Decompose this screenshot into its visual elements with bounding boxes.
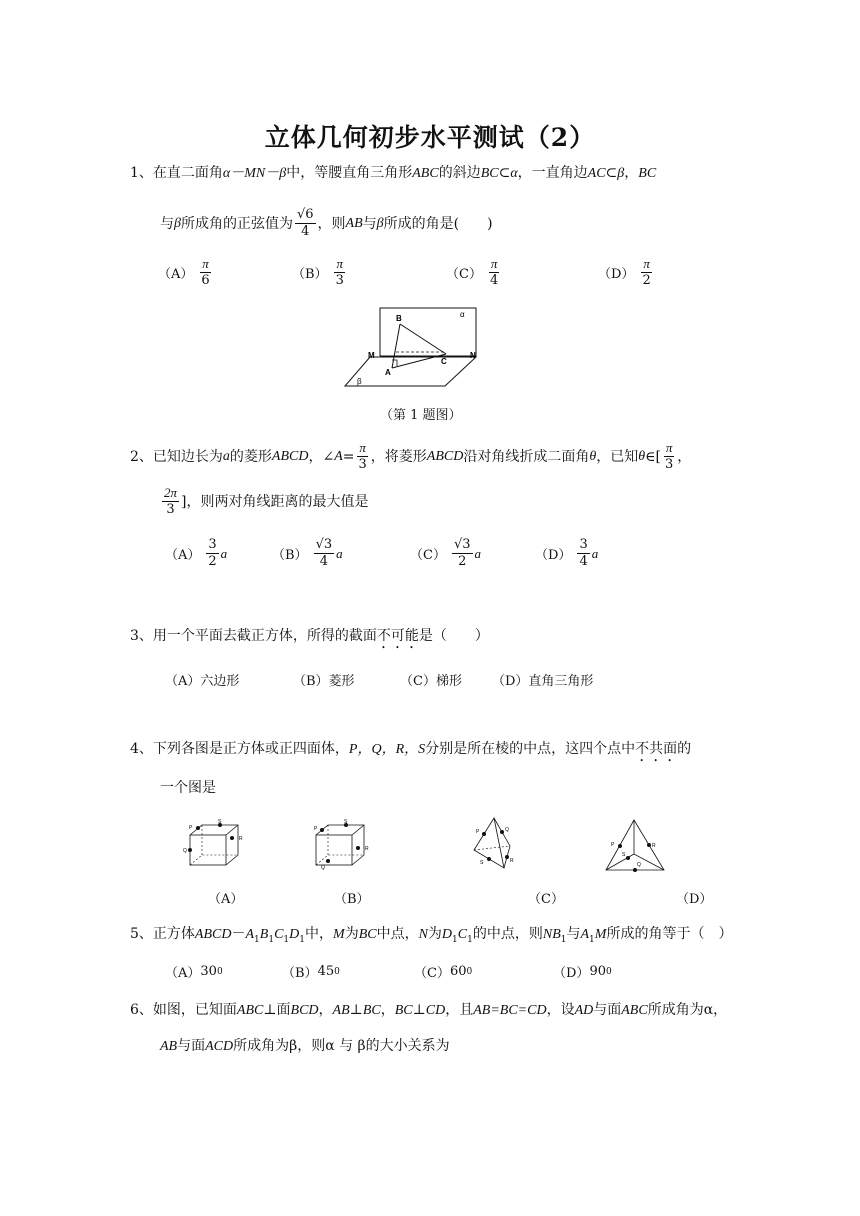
fraction-denominator: 4 — [489, 273, 499, 288]
q1-math: ABC — [412, 166, 439, 181]
q1-dihedral-figure — [340, 300, 500, 400]
q2-option-a[interactable] — [165, 537, 227, 570]
q5-subscript: 1 — [467, 934, 473, 945]
q6-text: 与面 — [177, 1038, 206, 1054]
q2-math: ABCD — [271, 448, 309, 464]
fraction-denominator: 2 — [458, 554, 467, 569]
q6-text: ， — [380, 1002, 395, 1018]
q5-text: 中， — [305, 926, 334, 942]
q2-fraction — [357, 440, 369, 473]
q3-option-c[interactable]: （C）梯形 — [400, 674, 462, 689]
q4-text: 下列各图是正方体或正四面体， — [152, 741, 349, 757]
q1-math: β — [174, 215, 181, 231]
fraction-numerator: 3 — [208, 537, 217, 552]
option-fraction — [334, 256, 346, 289]
option-variable: a — [336, 545, 343, 561]
segment-ba — [392, 324, 400, 368]
q2-text: ，将菱形 — [370, 448, 427, 465]
option-degree: 0 — [334, 966, 340, 977]
fraction-numerator: √3 — [315, 537, 333, 552]
page-title: 立体几何初步水平测试（2） — [264, 123, 596, 152]
option-value: 90 — [589, 964, 606, 979]
label-s: S — [622, 852, 626, 858]
fraction-denominator: 3 — [664, 457, 674, 472]
q6-text: ，设 — [546, 1002, 575, 1018]
q5-subscript: 1 — [283, 934, 290, 945]
fraction-denominator: 2 — [208, 554, 217, 569]
q3-line-1 — [130, 626, 489, 652]
q6-text: ⊥ — [349, 1002, 363, 1018]
option-label: （B） — [292, 267, 328, 282]
q3-text: 是（ ） — [418, 628, 489, 644]
q5-text: 正方体 — [152, 926, 195, 942]
q5-subscript: 1 — [254, 934, 260, 945]
q5-math: ABCD — [194, 927, 232, 942]
point-p — [320, 828, 324, 832]
q2-math: A — [334, 448, 343, 464]
q2-number: 2、 — [130, 448, 153, 465]
q1-line-1 — [130, 163, 656, 184]
q2-text: 沿对角线折成二面角 — [463, 448, 590, 465]
cube-front — [316, 835, 352, 865]
q3-option-a[interactable]: （A）六边形 — [165, 674, 240, 689]
q4-math: P，Q，R，S — [348, 742, 426, 757]
label-p: P — [189, 825, 193, 831]
q5-math: A — [580, 927, 590, 942]
label-c: C — [441, 357, 447, 366]
fraction-denominator: 4 — [301, 224, 310, 239]
point-q — [188, 848, 192, 852]
q6-text: 所成角为α， — [647, 1002, 728, 1018]
fraction-denominator: 6 — [201, 273, 210, 288]
point-r — [356, 846, 360, 850]
option-label: （C） — [414, 966, 450, 981]
q5-math: D — [441, 927, 453, 942]
q2-math: θ — [638, 448, 646, 464]
q1-text: 在直二面角 — [152, 165, 223, 181]
label-q: Q — [321, 865, 325, 871]
option-label: （C） — [446, 267, 482, 282]
label-s: S — [218, 819, 222, 825]
q4-text: 的 — [677, 741, 692, 757]
q1-text: 与 — [362, 215, 377, 232]
q6-text: ⊥面 — [263, 1002, 291, 1018]
q2-option-c[interactable] — [410, 537, 481, 570]
q4-text: 分别是所在棱的中点，这四个点中 — [425, 741, 636, 757]
q5-option-a[interactable] — [165, 962, 223, 981]
q6-text: ⊥ — [412, 1002, 426, 1018]
q5-text: 为 — [344, 926, 359, 942]
q6-math: ABC — [236, 1003, 264, 1018]
q5-math: C — [457, 927, 468, 942]
q5-text: 所成的角等于（ ） — [606, 926, 733, 942]
q4-line-1 — [130, 739, 691, 765]
option-label: （D） — [598, 267, 635, 282]
q5-math: M — [333, 927, 345, 942]
q4-figure-c — [468, 816, 518, 872]
q4-option-c[interactable]: （C） — [528, 892, 564, 907]
q5-math: B — [259, 927, 269, 942]
q5-math: C — [274, 927, 284, 942]
option-degree: 0 — [216, 966, 223, 977]
q1-text: 与 — [160, 215, 174, 232]
q4-figure-d — [604, 818, 668, 874]
option-fraction — [488, 256, 500, 289]
fraction-denominator: 4 — [319, 554, 328, 569]
point-r — [230, 836, 234, 840]
option-variable: a — [474, 545, 482, 561]
cube-edge — [226, 825, 238, 835]
q1-option-a[interactable] — [158, 256, 214, 289]
q4-line-2: 一个图是 — [160, 780, 216, 796]
q5-math: NB — [542, 927, 561, 942]
q5-subscript: 1 — [299, 934, 306, 945]
fraction-denominator: 3 — [166, 502, 175, 517]
q4-option-d[interactable]: （D） — [676, 892, 713, 907]
q2-text: 已知边长为 — [152, 448, 223, 465]
q1-number: 1、 — [130, 165, 153, 181]
q3-option-d[interactable]: （D）直角三角形 — [492, 674, 594, 689]
tetra-hidden-edge — [474, 846, 510, 850]
q5-text: 与 — [566, 926, 581, 942]
option-fraction — [206, 537, 218, 570]
q3-text: 用一个平面去截正方体，所得的截面 — [152, 628, 377, 644]
q1-math: β — [376, 215, 384, 231]
fraction-numerator: 2π — [164, 485, 178, 500]
q6-math: BC — [362, 1003, 381, 1018]
q6-math: BC — [394, 1003, 413, 1018]
option-value: 60 — [449, 964, 467, 979]
q5-math: M — [594, 927, 607, 942]
q6-math: CD — [425, 1003, 446, 1018]
q4-number: 4、 — [130, 741, 153, 757]
option-value: 30 — [200, 964, 217, 979]
option-fraction — [452, 537, 473, 570]
label-q: Q — [183, 848, 187, 854]
plane-beta — [345, 357, 476, 386]
q5-option-b[interactable] — [282, 962, 340, 981]
q1-math: AB — [345, 215, 363, 231]
cube-edge — [352, 825, 364, 835]
label-r: R — [365, 846, 369, 852]
label-s: S — [480, 860, 484, 866]
option-fraction — [640, 256, 652, 289]
point-q — [633, 868, 637, 872]
q6-text: 与面 — [593, 1002, 622, 1018]
fraction-numerator: √3 — [453, 537, 471, 552]
q1-math: BC — [638, 166, 657, 181]
q6-text: 所成角为β，则α 与 β的大小关系为 — [233, 1038, 450, 1054]
point-q — [326, 859, 330, 863]
q5-text: 的中点，则 — [472, 926, 543, 942]
q1-option-d[interactable] — [598, 256, 655, 289]
label-b: B — [396, 314, 402, 323]
fraction-numerator: π — [665, 440, 673, 455]
label-s: S — [344, 819, 348, 825]
q1-math: α－MN－β — [222, 166, 287, 181]
q3-option-b[interactable]: （B）菱形 — [293, 674, 355, 689]
segment-bc — [400, 324, 446, 354]
q4-option-a[interactable]: （A） — [208, 892, 244, 907]
q6-math: AB — [332, 1003, 350, 1018]
q2-fraction — [162, 485, 179, 518]
q1-math: BC⊂α — [480, 166, 518, 181]
q5-text: 为 — [427, 926, 442, 942]
label-r: R — [510, 858, 514, 864]
q5-text: 中点， — [376, 926, 419, 942]
q1-text: 所成的角是( ) — [383, 215, 493, 232]
label-q: Q — [637, 862, 641, 868]
option-degree: 0 — [466, 966, 473, 977]
fraction-numerator: π — [643, 256, 650, 271]
q1-text: 所成角的正弦值为 — [180, 215, 293, 232]
q1-text: ，一直角边 — [517, 165, 588, 181]
fraction-numerator: π — [359, 440, 366, 455]
option-label: （A） — [165, 548, 201, 563]
q1-text: 中，等腰直角三角形 — [286, 165, 413, 181]
q1-option-c[interactable] — [446, 256, 502, 289]
q1-text: ，则 — [317, 215, 346, 232]
q5-subscript: 1 — [452, 934, 458, 945]
q1-math: AC⊂β — [587, 166, 625, 181]
option-label: （A） — [158, 267, 194, 282]
label-beta: β — [357, 377, 362, 386]
option-degree: 0 — [605, 966, 612, 977]
q4-option-b[interactable]: （B） — [334, 892, 370, 907]
q6-math: ABC — [621, 1003, 648, 1018]
q2-text: 的菱形 — [229, 448, 272, 465]
option-fraction — [314, 537, 335, 570]
cube-hidden-edges — [190, 855, 238, 865]
q5-option-c[interactable] — [414, 962, 472, 981]
q6-number: 6、 — [130, 1002, 153, 1018]
label-a: A — [385, 368, 391, 377]
q2-text: ，已知 — [596, 448, 639, 465]
q1-fraction — [295, 207, 316, 240]
fraction-denominator: 3 — [358, 457, 367, 472]
q2-fraction — [663, 440, 675, 473]
q6-math: AD — [574, 1003, 594, 1018]
q4-emphasis: 不共面 — [635, 741, 678, 757]
option-label: （D） — [535, 548, 572, 563]
option-label: （B） — [282, 966, 318, 981]
point-p — [482, 832, 486, 836]
fraction-numerator: π — [202, 256, 209, 271]
label-p: P — [314, 826, 318, 832]
q3-number: 3、 — [130, 628, 153, 644]
q2-text: ，∠ — [308, 448, 335, 465]
point-p — [196, 826, 200, 830]
option-variable: a — [591, 545, 599, 561]
q6-math: ACD — [205, 1039, 234, 1054]
q6-math: BCD — [290, 1003, 319, 1018]
q2-math: a — [222, 448, 230, 464]
q2-option-d[interactable] — [535, 537, 598, 570]
q2-line-1 — [130, 440, 691, 473]
q1-line-2 — [160, 207, 493, 240]
q2-text: ， — [677, 448, 692, 465]
fraction-numerator: π — [336, 256, 343, 271]
q1-text: 的斜边 — [438, 165, 481, 181]
point-r — [505, 855, 509, 859]
q4-figure-b — [312, 820, 372, 870]
label-alpha: α — [460, 310, 465, 319]
q2-text: ]，则两对角线距离的最大值是 — [181, 493, 369, 510]
q5-subscript: 1 — [560, 934, 567, 945]
fraction-numerator: 3 — [579, 537, 588, 552]
option-variable: a — [220, 545, 228, 561]
q5-subscript: 1 — [268, 934, 275, 945]
option-fraction — [577, 537, 589, 570]
q5-line-1 — [130, 924, 732, 950]
q5-number: 5、 — [130, 926, 153, 942]
q6-line-2 — [160, 1036, 450, 1057]
q5-math: D — [289, 927, 300, 942]
q2-math: ABCD — [426, 448, 464, 464]
q5-math: N — [418, 927, 428, 942]
q6-math: AB=BC=CD — [473, 1003, 547, 1018]
q6-line-1 — [130, 1000, 727, 1021]
label-n: N — [470, 351, 476, 360]
cube-hidden-edges — [316, 855, 364, 865]
point-s — [626, 856, 630, 860]
option-fraction — [199, 256, 211, 289]
label-p: P — [476, 829, 480, 835]
q6-text: 如图，已知面 — [152, 1002, 237, 1018]
tetra-side — [494, 818, 510, 868]
q1-text: ， — [624, 165, 639, 181]
option-label: （D） — [553, 966, 590, 981]
q5-math: BC — [358, 927, 377, 942]
point-s — [487, 857, 491, 861]
label-m: M — [368, 351, 375, 360]
option-label: （A） — [165, 966, 201, 981]
q5-option-d[interactable] — [553, 962, 612, 981]
fraction-denominator: 2 — [642, 273, 651, 288]
point-q — [500, 830, 504, 834]
option-value: 45 — [317, 964, 335, 979]
label-p: P — [611, 842, 615, 848]
label-r: R — [652, 843, 656, 849]
cube-front — [190, 835, 226, 865]
fraction-numerator: π — [490, 256, 498, 271]
q2-math: θ — [589, 448, 597, 464]
q5-math: A — [245, 927, 255, 942]
q2-text: ∈[ — [645, 448, 661, 465]
fraction-denominator: 4 — [579, 554, 588, 569]
q6-text: ， — [318, 1002, 333, 1018]
option-label: （C） — [410, 548, 446, 563]
q1-figure-caption: （第 1 题图） — [380, 408, 462, 423]
q4-figure-a — [183, 819, 246, 870]
q6-math: AB — [160, 1039, 178, 1054]
point-p — [618, 844, 622, 848]
q2-line-2 — [160, 485, 368, 518]
point-r — [647, 843, 651, 847]
q5-subscript: 1 — [589, 934, 595, 945]
option-label: （B） — [272, 548, 308, 563]
fraction-numerator: √6 — [296, 207, 314, 222]
q2-option-b[interactable] — [272, 537, 343, 570]
q5-text: － — [231, 926, 246, 942]
q1-option-b[interactable] — [292, 256, 348, 289]
q3-emphasis: 不可能 — [376, 628, 419, 644]
q6-text: ，且 — [445, 1002, 474, 1018]
label-q: Q — [505, 827, 509, 833]
fraction-denominator: 3 — [335, 273, 344, 288]
label-r: R — [239, 836, 243, 842]
q2-text: = — [342, 448, 355, 465]
